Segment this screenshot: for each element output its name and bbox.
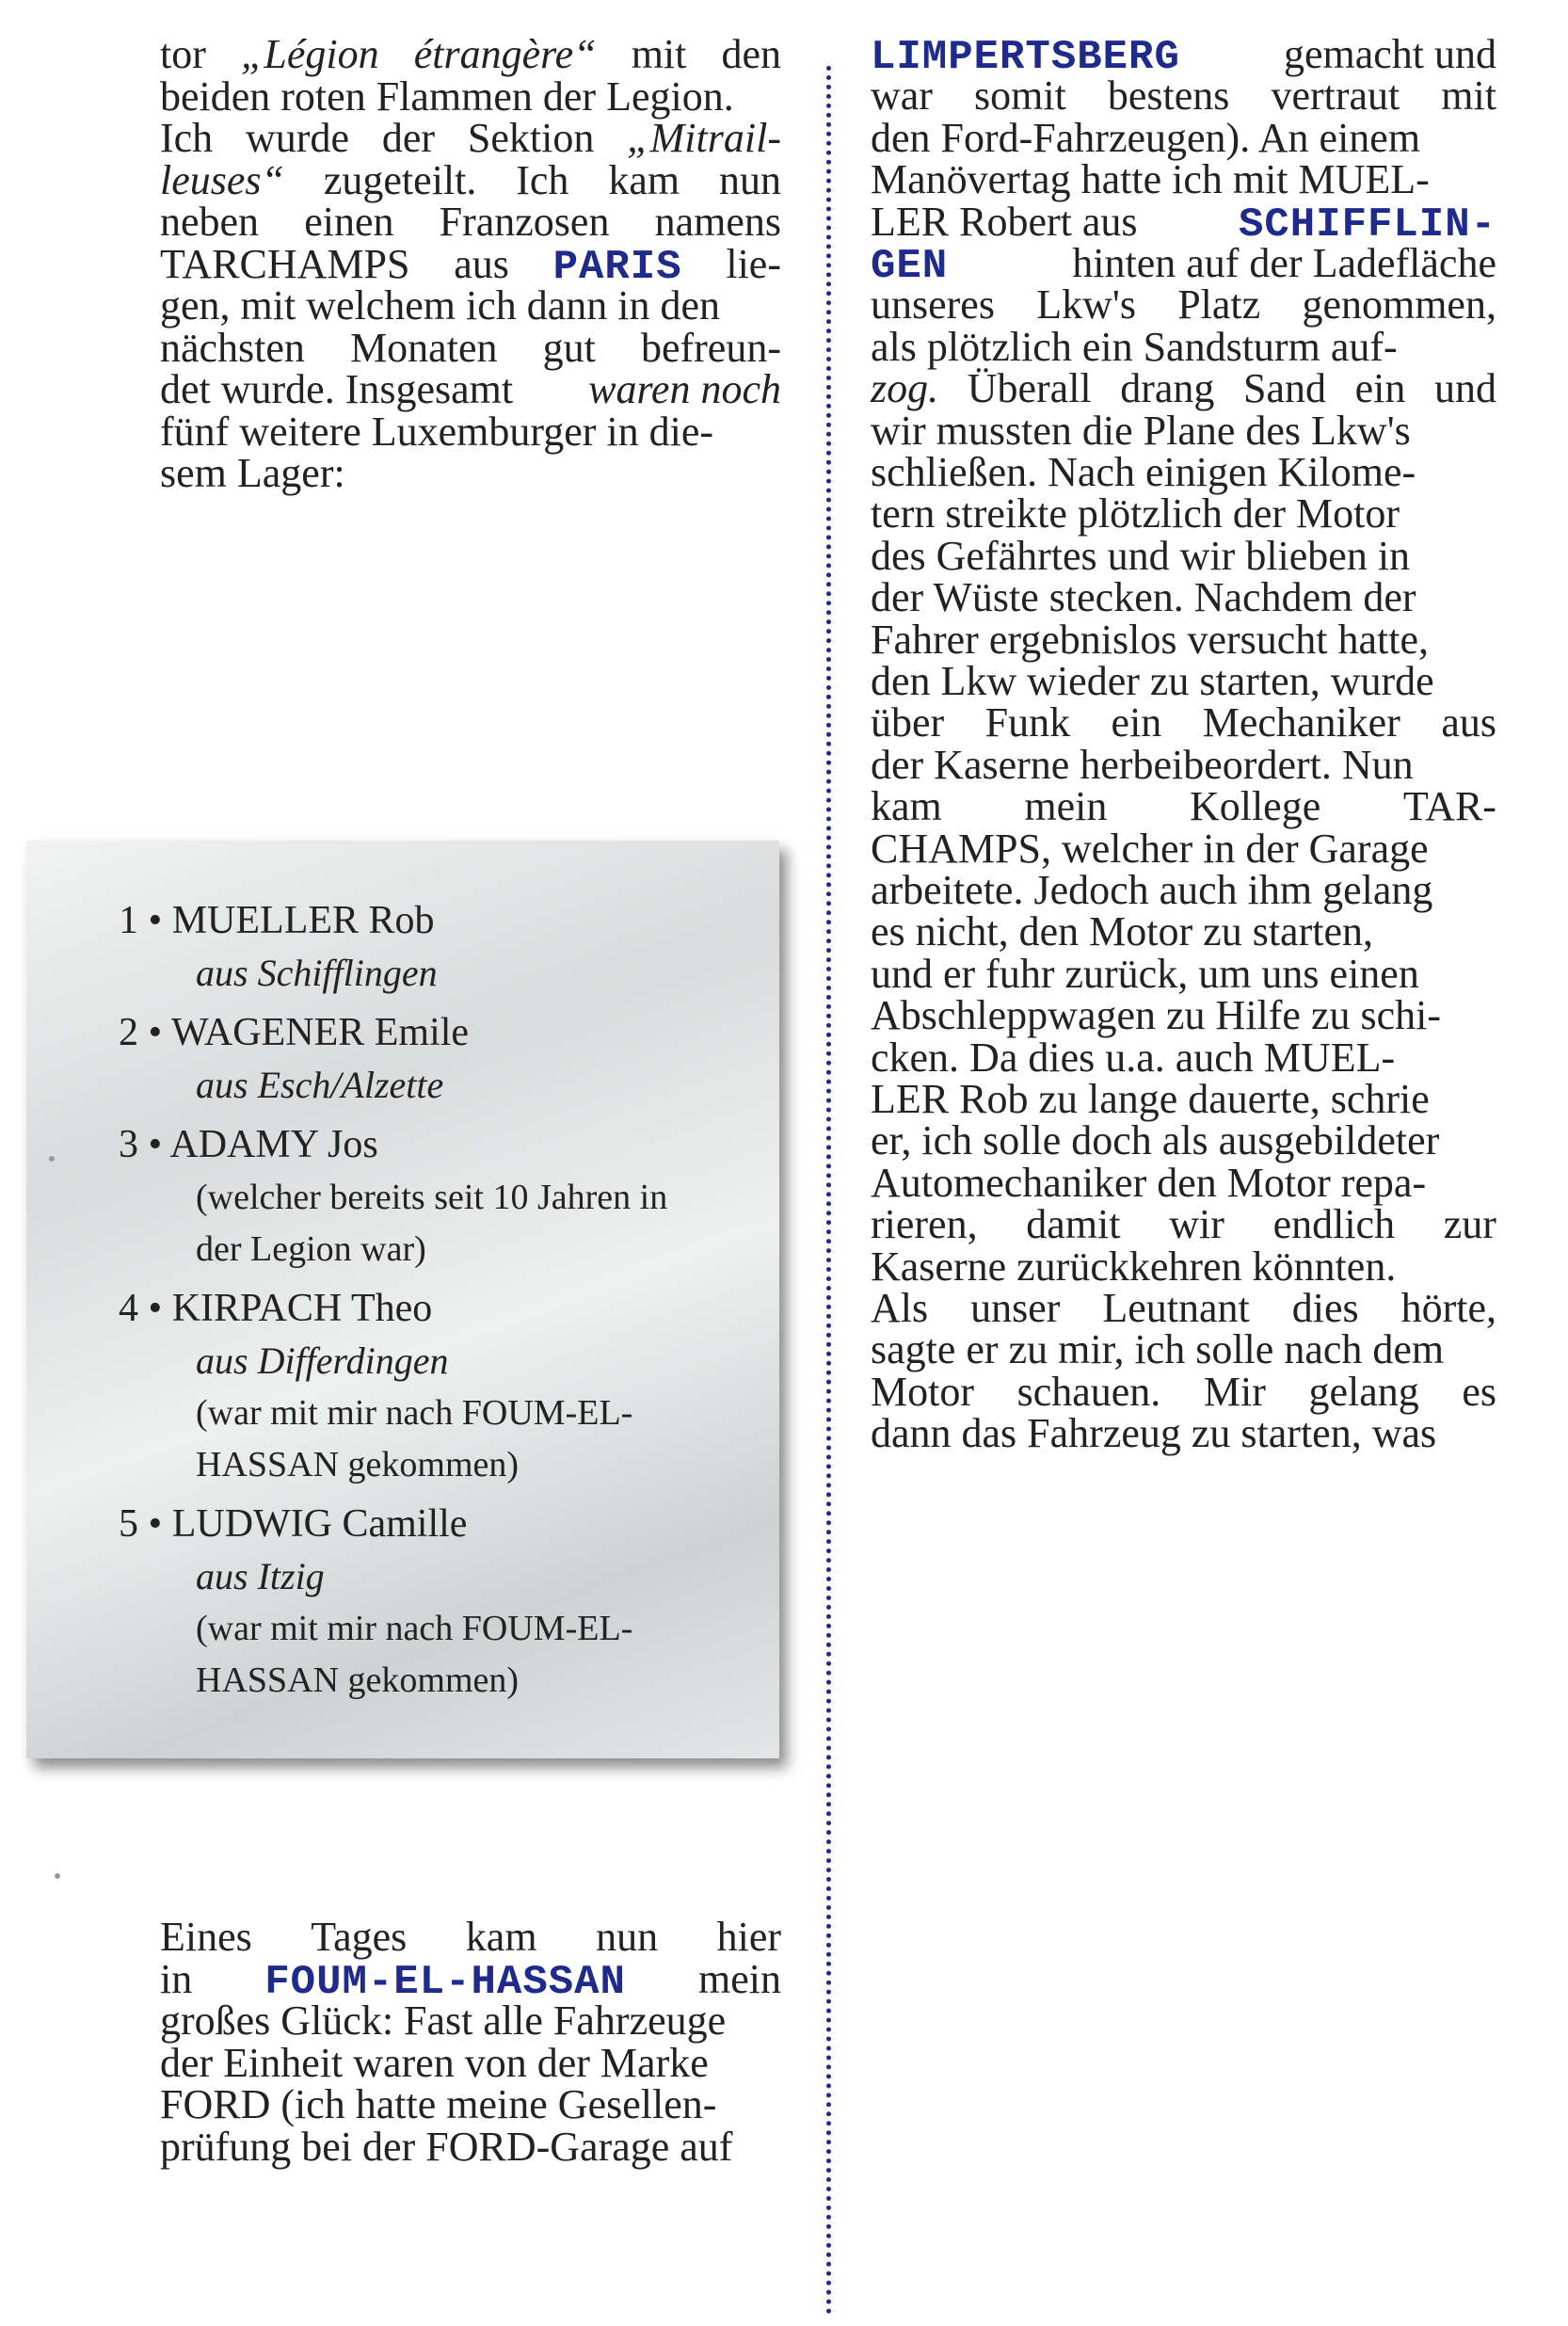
word: unser <box>970 1285 1061 1331</box>
word: der Einheit waren von der Marke <box>160 2039 709 2086</box>
word: ein <box>1111 699 1162 746</box>
word: cken. Da dies u.a. auch MUEL- <box>871 1034 1396 1081</box>
word: endlich <box>1272 1201 1396 1248</box>
word: leuses“ <box>160 156 284 203</box>
word: „Légion <box>240 31 379 77</box>
list-entry-note: der Legion war) <box>196 1229 426 1269</box>
word: Franzosen <box>439 199 610 245</box>
word: aus <box>1441 699 1496 746</box>
place-name: LIMPERTSBERG <box>871 34 1180 81</box>
word: hörte, <box>1400 1285 1496 1331</box>
word: dann das Fahrzeug zu starten, was <box>871 1410 1437 1457</box>
word: tor <box>160 31 206 77</box>
word: unseres <box>871 281 995 329</box>
word: hinten auf der Ladefläche <box>1072 240 1496 286</box>
word: tern streikte plötzlich der Motor <box>871 490 1400 537</box>
word: Tages <box>311 1914 408 1960</box>
word: prüfung bei der FORD-Garage auf <box>160 2123 733 2170</box>
word: Monaten <box>350 324 498 371</box>
list-entry-name: 2 • WAGENER Emile <box>119 1011 470 1054</box>
word: und <box>1433 365 1496 412</box>
word: bestens <box>1107 72 1230 120</box>
word: sem Lager: <box>160 450 345 496</box>
list-entry-note: (war mit mir nach FOUM-EL- <box>196 1609 633 1648</box>
word: Eines <box>160 1914 252 1960</box>
word: des Gefährtes und wir blieben in <box>871 532 1411 579</box>
word: Als <box>871 1285 929 1331</box>
word: den <box>721 31 781 77</box>
word: ein <box>1354 365 1406 412</box>
word: somit <box>974 72 1066 120</box>
word: der <box>381 115 436 161</box>
word: genommen, <box>1302 281 1496 329</box>
text-line <box>160 449 781 502</box>
word: Manövertag hatte ich mit MUEL- <box>871 156 1430 203</box>
word: arbeitete. Jedoch auch ihm gelang <box>871 867 1433 913</box>
word: neben <box>160 199 260 245</box>
word: Fahrer ergebnislos versucht hatte, <box>871 616 1430 663</box>
list-entry-note: HASSAN gekommen) <box>196 1660 520 1700</box>
luxembourgers-list-box <box>26 841 779 1758</box>
word: den Lkw wieder zu starten, wurde <box>871 658 1434 704</box>
word: aus <box>454 240 509 287</box>
word: Überall <box>967 365 1092 412</box>
word: Funk <box>984 699 1071 746</box>
word: mit <box>1441 72 1496 120</box>
word: zugeteilt. <box>323 156 477 203</box>
word: großes Glück: Fast alle Fahrzeuge <box>160 1997 727 2044</box>
word: zog. <box>871 365 939 412</box>
word: sagte er zu mir, ich solle nach dem <box>871 1326 1445 1373</box>
word: als plötzlich ein Sandsturm auf- <box>871 323 1398 370</box>
word: „Mitrail- <box>627 115 781 161</box>
word: kam <box>608 156 680 203</box>
word: namens <box>654 199 781 245</box>
word: er, ich solle doch als ausgebildeter <box>871 1117 1440 1164</box>
word: in <box>160 1955 193 2002</box>
word: damit <box>1026 1201 1121 1248</box>
word: einen <box>304 199 394 245</box>
word: Mechaniker <box>1202 699 1400 746</box>
margin-mark <box>55 1873 60 1879</box>
word: der Kaserne herbeibeordert. Nun <box>871 741 1414 788</box>
word: étrangère“ <box>413 31 597 77</box>
word: wir <box>1169 1201 1224 1248</box>
list-entry-note: HASSAN gekommen) <box>196 1445 520 1484</box>
word: über <box>871 699 945 746</box>
word: Abschleppwagen zu Hilfe zu schi- <box>871 992 1442 1039</box>
word: gelang <box>1308 1368 1419 1415</box>
list-entry-town: aus Schifflingen <box>196 952 438 994</box>
word: Kollege <box>1189 783 1321 830</box>
word: dies <box>1291 1285 1359 1331</box>
word: gut <box>542 324 596 371</box>
word: befreun- <box>640 324 781 371</box>
word: Mir <box>1203 1368 1266 1415</box>
word: mein <box>1024 783 1108 830</box>
word: mit <box>631 31 687 77</box>
word: wir mussten die Plane des Lkw's <box>871 407 1411 454</box>
word: war <box>871 72 933 120</box>
word: lie- <box>726 240 781 287</box>
word: gemacht und <box>1283 31 1496 77</box>
list-entry-name: 4 • KIRPACH Theo <box>119 1287 433 1330</box>
word: mein <box>698 1955 781 2002</box>
list-entry-note: (welcher bereits seit 10 Jahren in <box>196 1178 668 1217</box>
word: drang <box>1120 365 1215 412</box>
word: TAR- <box>1402 783 1496 830</box>
word: LER Rob zu lange dauerte, schrie <box>871 1076 1430 1122</box>
word: nun <box>718 156 781 203</box>
word: es nicht, den Motor zu starten, <box>871 908 1373 955</box>
list-entry-town: aus Esch/Alzette <box>196 1064 444 1106</box>
word: den Ford-Fahrzeugen). An einem <box>871 114 1421 161</box>
list-entry-name: 3 • ADAMY Jos <box>119 1123 378 1166</box>
word: zur <box>1443 1201 1496 1248</box>
word: vertraut <box>1271 72 1400 120</box>
list-entry-name: 5 • LUDWIG Camille <box>119 1502 468 1546</box>
word: FORD (ich hatte meine Gesellen- <box>160 2081 717 2127</box>
word: und er fuhr zurück, um uns einen <box>871 950 1419 997</box>
column-divider <box>826 66 831 2316</box>
word: schließen. Nach einigen Kilome- <box>871 449 1416 495</box>
word: der Wüste stecken. Nachdem der <box>871 574 1416 621</box>
word: Ich <box>516 156 569 203</box>
word: CHAMPS, welcher in der Garage <box>871 825 1429 872</box>
list-entry-note: (war mit mir nach FOUM-EL- <box>196 1393 633 1433</box>
list-entry-name: 1 • MUELLER Rob <box>119 899 435 942</box>
list-entry-town: aus Itzig <box>196 1555 325 1597</box>
word: schauen. <box>1016 1368 1161 1415</box>
word: fünf weitere Luxemburger in die- <box>160 408 714 455</box>
word: Platz <box>1177 281 1261 329</box>
text-line <box>871 1409 1496 1462</box>
list-entry-town: aus Differdingen <box>196 1339 449 1382</box>
word: Motor <box>871 1368 974 1415</box>
word: det wurde. Insgesamt <box>160 366 514 412</box>
word: Ich <box>160 115 214 161</box>
margin-mark <box>49 1156 55 1162</box>
word: gen, mit welchem ich dann in den <box>160 282 721 329</box>
word: hier <box>716 1914 781 1960</box>
word: TARCHAMPS <box>160 240 410 287</box>
word: wurde <box>246 115 349 161</box>
word: kam <box>871 783 942 830</box>
word: Sand <box>1243 365 1327 412</box>
word: Sektion <box>467 115 595 161</box>
word: kam <box>465 1914 537 1960</box>
place-name: FOUM-EL-HASSAN <box>264 1958 626 2006</box>
word: beiden roten Flammen der Legion. <box>160 72 734 120</box>
word: es <box>1462 1368 1496 1415</box>
word: waren noch <box>588 366 781 412</box>
place-name: SCHIFFLIN- <box>1238 201 1496 249</box>
place-name: PARIS <box>552 243 682 291</box>
word: nächsten <box>160 324 305 371</box>
word: Leutnant <box>1102 1285 1250 1331</box>
place-name: GEN <box>871 243 949 290</box>
word: Kaserne zurückkehren könnten. <box>871 1243 1397 1290</box>
word: Automechaniker den Motor repa- <box>871 1159 1427 1206</box>
word: Lkw's <box>1036 281 1136 329</box>
word: nun <box>596 1914 659 1960</box>
word: rieren, <box>871 1201 978 1248</box>
text-line <box>160 2123 781 2175</box>
word: LER Robert aus <box>871 198 1138 245</box>
